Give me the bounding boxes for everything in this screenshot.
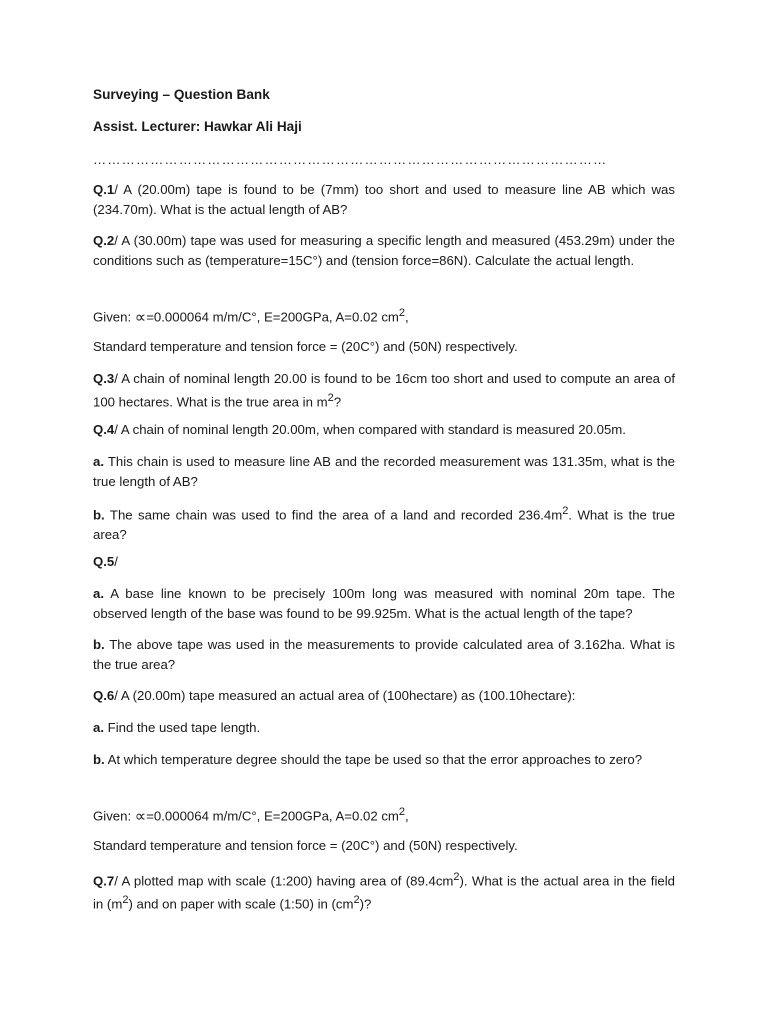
- superscript: 2: [398, 307, 406, 319]
- alpha-symbol: ∝: [134, 309, 147, 327]
- question-4: [93, 420, 675, 440]
- given-end: ,: [405, 309, 409, 325]
- q6-part-a: [93, 718, 675, 738]
- question-7: [93, 868, 675, 914]
- superscript: 2: [453, 871, 460, 883]
- given-label: Given:: [93, 808, 135, 824]
- question-1: [93, 180, 675, 219]
- q3-text: / A chain of nominal length 20.00 is found to be 16cm too short and used to compute an area of 100 hectares. What is the true area in m: [93, 371, 675, 409]
- q7-text-1: / A plotted map with scale (1:200) having area of (89.4cm: [114, 873, 454, 889]
- q6-b-text: At which temperature degree should the tape be used so that the error approaches to zero?: [104, 752, 643, 767]
- q4-a-text: This chain is used to measure line AB and the recorded measurement was 131.35m, what is the true length of AB?: [93, 454, 675, 489]
- part-a-label: a.: [93, 720, 104, 735]
- q6-given: [93, 803, 675, 827]
- part-b-label: b.: [93, 752, 105, 767]
- part-b-label: b.: [93, 507, 105, 523]
- q1-text: / A (20.00m) tape is found to be (7mm) too short and used to measure line AB which was (234.70m). What is the actual length of AB?: [93, 182, 675, 217]
- q2-standard: Standard temperature and tension force = (20C°) and (50N) respectively.: [93, 339, 518, 354]
- q3-label: Q.3: [93, 371, 115, 386]
- q2-text: / A (30.00m) tape was used for measuring a specific length and measured (453.29m) under the conditions such as (temperature=15C°) and (tension force=86N). Calculate the actual length.: [93, 233, 675, 268]
- superscript: 2: [562, 505, 569, 517]
- superscript: 2: [353, 893, 360, 906]
- part-b-label: b.: [93, 637, 105, 652]
- q7-text-2: ). What is the actual area in the field in (m: [93, 873, 675, 912]
- q6-standard: Standard temperature and tension force = (20C°) and (50N) respectively.: [93, 838, 518, 853]
- question-6: [93, 686, 675, 706]
- q7-text-4: )?: [359, 896, 372, 912]
- superscript: 2: [122, 893, 129, 906]
- document-title: Surveying – Question Bank: [93, 87, 270, 102]
- q4-b-text: The same chain was used to find the area of a land and recorded 236.4m: [104, 507, 563, 523]
- q5-label: Q.5: [93, 554, 115, 569]
- q5-b-text: The above tape was used in the measurements to provide calculated area of 3.162ha. What is the true area?: [93, 637, 675, 672]
- q4-part-b: [93, 502, 675, 544]
- question-5: [93, 552, 675, 572]
- q1-label: Q.1: [93, 182, 115, 197]
- q4-label: Q.4: [93, 422, 115, 437]
- q5-part-a: [93, 584, 675, 623]
- q3-end: ?: [333, 393, 342, 409]
- q2-label: Q.2: [93, 233, 115, 248]
- given-values: =0.000064 m/m/C°, E=200GPa, A=0.02 cm: [146, 808, 399, 824]
- question-3: [93, 369, 675, 411]
- q6-text: / A (20.00m) tape measured an actual area of (100hectare) as (100.10hectare):: [114, 688, 576, 703]
- question-2: [93, 231, 675, 270]
- q4-part-a: [93, 452, 675, 491]
- q7-label: Q.7: [93, 873, 115, 889]
- given-end: ,: [405, 808, 409, 824]
- q6-a-text: Find the used tape length.: [104, 720, 261, 735]
- q6-label: Q.6: [93, 688, 115, 703]
- q5-a-text: A base line known to be precisely 100m long was measured with nominal 20m tape. The observed length of the base was found to be 99.925m. What is the actual length of the tape?: [93, 586, 675, 621]
- lecturer-name: Assist. Lecturer: Hawkar Ali Haji: [93, 119, 302, 134]
- superscript: 2: [327, 391, 334, 404]
- alpha-symbol: ∝: [134, 808, 147, 826]
- superscript: 2: [398, 806, 406, 818]
- q4-b-text-end: . What is the true area?: [93, 507, 675, 542]
- q5-part-b: [93, 635, 675, 674]
- q2-given: [93, 304, 675, 328]
- part-a-label: a.: [93, 586, 104, 601]
- part-a-label: a.: [93, 454, 104, 469]
- divider-line: ………………………………………………………………………………………………: [93, 152, 608, 167]
- given-label: Given:: [93, 309, 135, 325]
- q6-part-b: [93, 750, 675, 770]
- q5-slash: /: [114, 554, 118, 569]
- q4-text: / A chain of nominal length 20.00m, when compared with standard is measured 20.05m.: [114, 422, 626, 437]
- given-values: =0.000064 m/m/C°, E=200GPa, A=0.02 cm: [146, 309, 399, 325]
- q7-text-3: ) and on paper with scale (1:50) in (cm: [128, 896, 354, 912]
